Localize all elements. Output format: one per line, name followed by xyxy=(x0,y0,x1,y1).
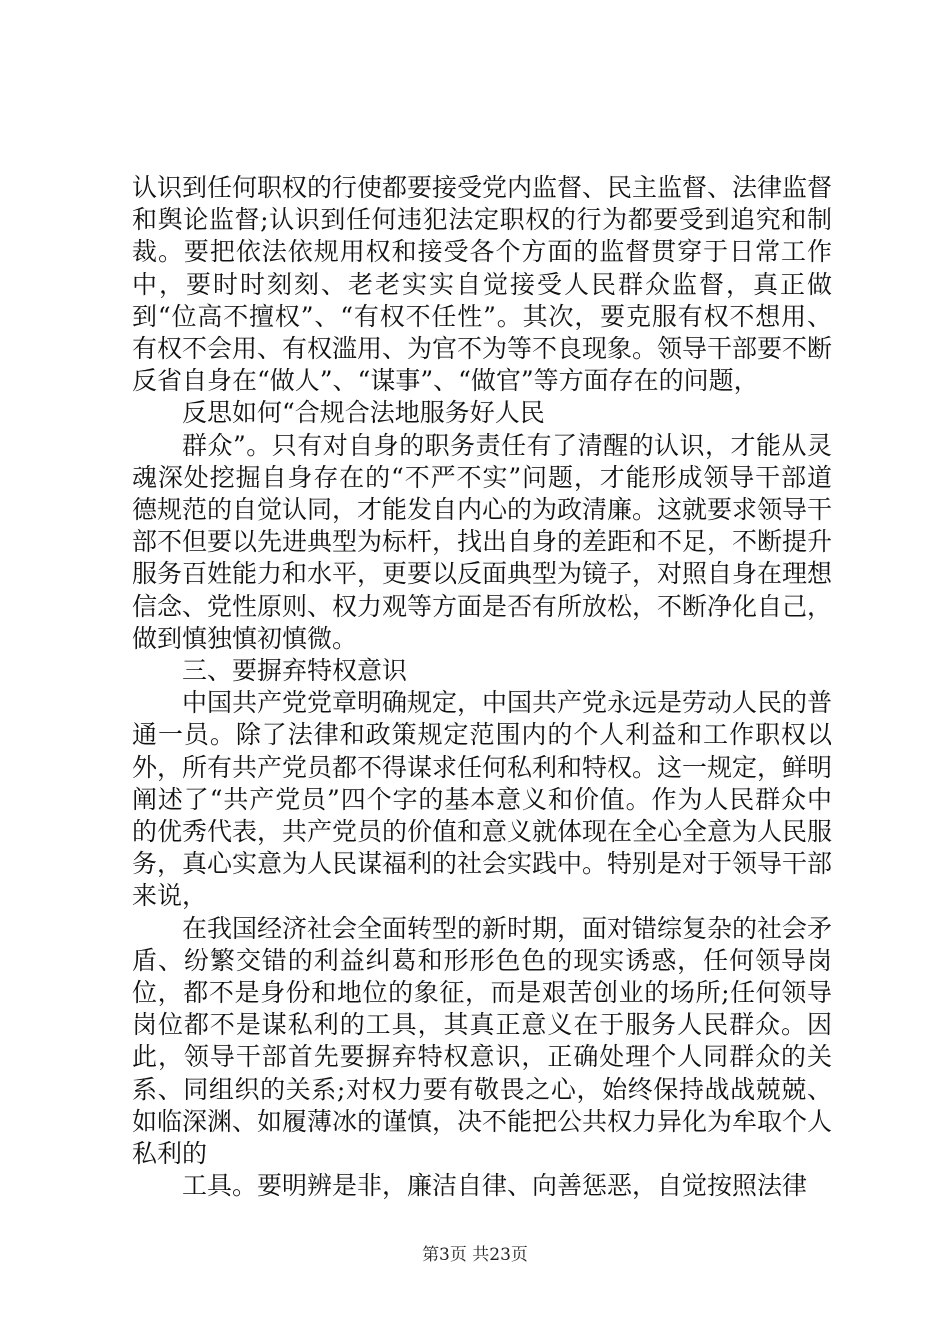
body-text xyxy=(132,172,832,1203)
paragraph-2: 反思如何“合规合法地服务好人民 xyxy=(182,398,545,428)
paragraph-6: 工具。要明辨是非，廉洁自律、向善惩恶，自觉按照法律 xyxy=(182,1171,808,1201)
paragraph-3: 群众”。只有对自身的职务责任有了清醒的认识，才能从灵魂深处挖掘自身存在的“不严不实”问题，才能形成领导干部道德规范的自觉认同，才能发自内心的为政清廉。这就要求领导干部不但要以先进典型为标杆，找出自身的差距和不足，不断提升服务百姓能力和水平，更要以反面典型为镜子，对照自身在理想信念、党性原则、权力观等方面是否有所放松，不断净化自己，做到慎独慎初慎微。 xyxy=(132,430,833,653)
paragraph-1: 认识到任何职权的行使都要接受党内监督、民主监督、法律监督和舆论监督;认识到任何违犯法定职权的行为都要受到追究和制裁。要把依法依规用权和接受各个方面的监督贯穿于日常工作中，要时时刻刻、老老实实自觉接受人民群众监督，真正做到“位高不擅权”、“有权不任性”。其次，要克服有权不想用、有权不会用、有权滥用、为官不为等不良现象。领导干部要不断反省自身在“做人”、“谋事”、“做官”等方面存在的问题， xyxy=(132,173,833,396)
page-number-footer: 第3页 共23页 xyxy=(422,1245,528,1265)
paragraph-4: 中国共产党党章明确规定，中国共产党永远是劳动人民的普通一员。除了法律和政策规定范围内的个人利益和工作职权以外，所有共产党员都不得谋求任何私利和特权。这一规定，鲜明阐述了“共产党员”四个字的基本意义和价值。作为人民群众中的优秀代表，共产党员的价值和意义就体现在全心全意为人民服务，真心实意为人民谋福利的社会实践中。特别是对于领导干部来说， xyxy=(132,688,833,911)
paragraph-5: 在我国经济社会全面转型的新时期，面对错综复杂的社会矛盾、纷繁交错的利益纠葛和形形色色的现实诱惑，任何领导岗位，都不是身份和地位的象征，而是艰苦创业的场所;任何领导岗位都不是谋私利的工具，其真正意义在于服务人民群众。因此，领导干部首先要摒弃特权意识，正确处理个人同群众的关系、同组织的关系;对权力要有敬畏之心，始终保持战战兢兢、如临深渊、如履薄冰的谨慎，决不能把公共权力异化为牟取个人私利的 xyxy=(132,913,833,1169)
section-heading: 三、要摒弃特权意识 xyxy=(182,656,408,686)
